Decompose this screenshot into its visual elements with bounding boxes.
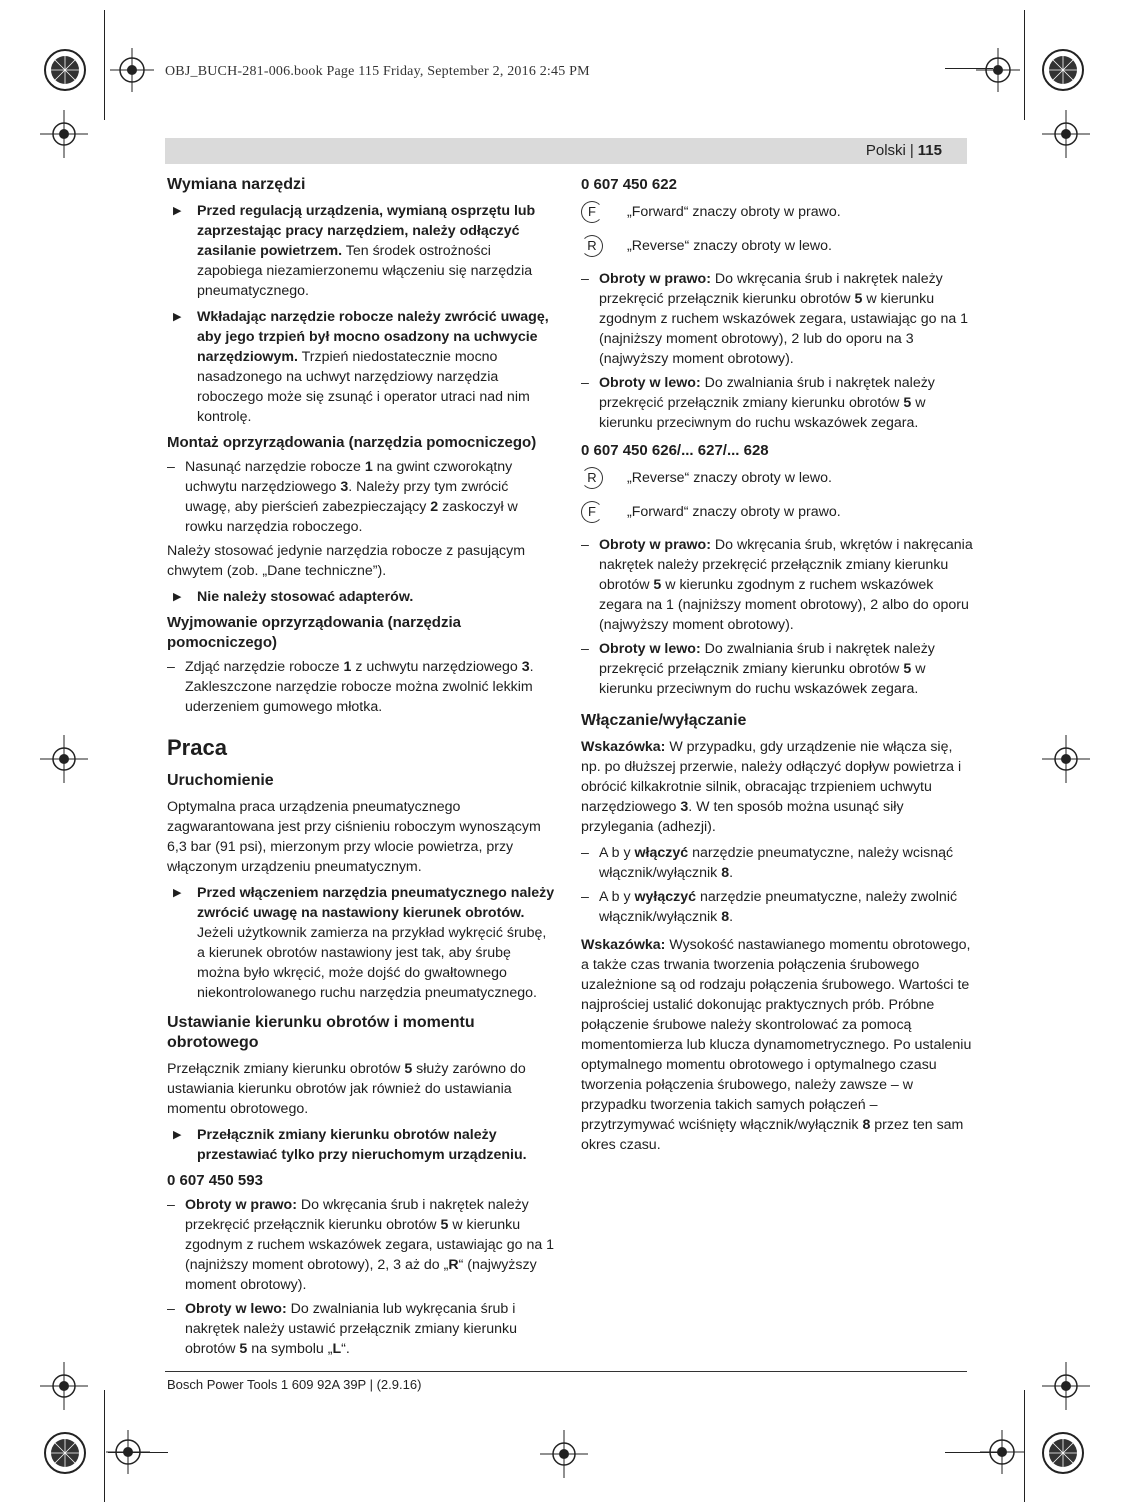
page-number-value: 115: [917, 142, 942, 159]
registration-target-icon: [1038, 45, 1088, 95]
crosshair-icon: [40, 110, 88, 158]
paragraph: Przełącznik zmiany kierunku obrotów 5 służy zarówno do ustawiania kierunku obrotów jak również do ustawiania momentu obrotowego.: [167, 1061, 526, 1117]
section-heading: Uruchomienie: [167, 772, 274, 789]
paragraph: Wskazówka: W przypadku, gdy urządzenie nie włącza się, np. po dłuższej przerwie, należy odłączyć dopływ powietrza i obrócić kilkakrotnie silnik, obracając trzpieniem uchwytu narzędziowego 3. W ten sposób można usunąć siły przylegania (adhezji).: [581, 739, 962, 835]
forward-symbol-icon: F: [581, 501, 603, 523]
crosshair-icon: [1042, 110, 1090, 158]
legend-row: R „Reverse“ znaczy obroty w lewo.: [581, 467, 973, 489]
forward-symbol-icon: F: [581, 201, 603, 223]
list-item: – Obroty w lewo: Do zwalniania śrub i nakrętek należy przekręcić przełącznik zmiany kierunku obrotów 5 w kierunku przeciwnym do ruchu wskazówek zegara.: [581, 641, 935, 697]
list-item: – Obroty w lewo: Do zwalniania śrub i nakrętek należy przekręcić przełącznik zmiany kierunku obrotów 5 w kierunku przeciwnym do ruchu wskazówek zegara.: [581, 375, 935, 431]
subsection-heading: Wyjmowanie oprzyrządowania (narzędzia pomocniczego): [167, 614, 461, 651]
warning-item: ▶ Nie należy stosować adapterów.: [167, 587, 557, 607]
warning-item: ▶ Przed regulacją urządzenia, wymianą osprzętu lub zaprzestając pracy narzędziem, należy odłączyć zasilanie powietrzem. Ten środek ostrożności zapobiega niezamierzonemu włączeniu się narzędzia pneumatycznego.: [167, 201, 557, 301]
left-column: [167, 175, 557, 1363]
chapter-heading: Praca: [167, 735, 227, 760]
crosshair-icon: [1042, 735, 1090, 783]
right-column: [581, 175, 973, 1161]
reverse-symbol-icon: R: [581, 467, 603, 489]
crosshair-icon: [40, 735, 88, 783]
list-item: – Obroty w prawo: Do wkręcania śrub i nakrętek należy przekręcić przełącznik kierunku obrotów 5 w kierunku zgodnym z ruchem wskazówek zegara, ustawiając go na 1 (najniższy moment obrotowy), 2, 3 aż do „R“ (najwyższy moment obrotowy).: [167, 1197, 555, 1293]
list-item: – Obroty w prawo: Do wkręcania śrub i nakrętek należy przekręcić przełącznik kierunku obrotów 5 w kierunku zgodnym z ruchem wskazówek zegara, ustawiając go na 1 (najniższy moment obrotowy), 2 lub do oporu na 3 (najwyższy moment obrotowy).: [581, 271, 969, 367]
list-item: – A b y wyłączyć narzędzie pneumatyczne, należy zwolnić włącznik/wyłącznik 8.: [581, 889, 958, 925]
footer-rule: [165, 1371, 967, 1372]
paragraph: Wskazówka: Wysokość nastawianego momentu obrotowego, a także czas trwania tworzenia połączenia śrubowego uzależnione są od rodzaju połączenia śrubowego. Wartości te najprościej ustalić dokonując praktycznych prób. Próbne połączenie śrubowe należy skontrolować za pomocą momentomierza lub klucza dynamometrycznego. Po ustaleniu optymalnego momentu obrotowego i optymalnego czasu tworzenia połączenia śrubowego, należy zawsze – w przypadku tworzenia takich samych połączeń – przytrzymywać wciśnięty włącznik/wyłącznik 8 przez ten sam okres czasu.: [581, 937, 972, 1153]
model-heading: 0 607 450 593: [167, 1172, 263, 1189]
section-heading: Ustawianie kierunku obrotów i momentu obrotowego: [167, 1014, 475, 1051]
registration-target-icon: [40, 45, 90, 95]
list-item: – Obroty w prawo: Do wkręcania śrub, wkrętów i nakręcania nakrętek należy przekręcić przełącznik zmiany kierunku obrotów 5 w kierunku zgodnym z ruchem wskazówek zegara na 1 (najniższy moment obrotowy), 2 albo do oporu (najwyższy moment obrotowy).: [581, 537, 973, 633]
model-heading: 0 607 450 626/... 627/... 628: [581, 442, 769, 459]
legend-row: F „Forward“ znaczy obroty w prawo.: [581, 501, 973, 523]
crop-mark: [104, 1390, 105, 1502]
crosshair-icon: [980, 1430, 1024, 1474]
list-item: – A b y włączyć narzędzie pneumatyczne, należy wcisnąć włącznik/wyłącznik 8.: [581, 845, 954, 881]
legend-row: F „Forward“ znaczy obroty w prawo.: [581, 201, 973, 223]
registration-target-icon: [40, 1428, 90, 1478]
section-heading: Wymiana narzędzi: [167, 176, 306, 193]
model-heading: 0 607 450 622: [581, 176, 677, 193]
registration-target-icon: [1038, 1428, 1088, 1478]
crosshair-icon: [106, 1430, 150, 1474]
list-item: – Obroty w lewo: Do zwalniania lub wykręcania śrub i nakrętek należy ustawić przełącznik zmiany kierunku obrotów 5 na symbolu „L“.: [167, 1301, 517, 1357]
list-item: – Zdjąć narzędzie robocze 1 z uchwytu narzędziowego 3. Zakleszczone narzędzie robocze można zwolnić lekkim uderzeniem gumowego młotka.: [167, 659, 534, 715]
reverse-symbol-icon: R: [581, 235, 603, 257]
list-item: – Nasunąć narzędzie robocze 1 na gwint czworokątny uchwytu narzędziowego 3. Należy przy tym zwrócić uwagę, aby pierścień zabezpieczający 2 zaskoczył w rowku narzędzia roboczego.: [167, 459, 518, 535]
page-language: Polski: [865, 142, 906, 159]
page-footer: Bosch Power Tools 1 609 92A 39P | (2.9.16): [167, 1377, 422, 1392]
subsection-heading: Montaż oprzyrządowania (narzędzia pomocniczego): [167, 434, 537, 451]
page-header-bar: [165, 138, 967, 164]
section-heading: Włączanie/wyłączanie: [581, 712, 747, 729]
crop-mark: [104, 10, 105, 120]
paragraph: Należy stosować jedynie narzędzia robocze z pasującym chwytem (zob. „Dane techniczne”).: [167, 543, 526, 579]
warning-item: ▶ Przed włączeniem narzędzia pneumatycznego należy zwrócić uwagę na nastawiony kierunek obrotów. Jeżeli użytkownik zamierza na przykład wykręcić śrubę, a kierunek obrotów nastawiony jest tak, aby śrubę można było wkręcić, może dojść do gwałtownego niekontrolowanego ruchu narzędzia pneumatycznego.: [167, 883, 557, 1003]
warning-item: ▶ Przełącznik zmiany kierunku obrotów należy przestawiać tylko przy nieruchomym urządzeniu.: [167, 1125, 557, 1165]
print-header: OBJ_BUCH-281-006.book Page 115 Friday, September 2, 2016 2:45 PM: [165, 64, 590, 79]
crop-mark: [1024, 1390, 1025, 1502]
paragraph: Optymalna praca urządzenia pneumatycznego zagwarantowana jest przy ciśnieniu roboczym wynoszącym 6,3 bar (91 psi), mierzonym przy wlocie powietrza, przy włączonym urządzeniu pneumatycznym.: [167, 799, 541, 875]
crosshair-icon: [110, 48, 154, 92]
page-number: Polski | 115: [865, 142, 942, 159]
legend-row: R „Reverse“ znaczy obroty w lewo.: [581, 235, 973, 257]
crosshair-icon: [1042, 1362, 1090, 1410]
crosshair-icon: [40, 1362, 88, 1410]
crosshair-icon: [540, 1430, 588, 1478]
crosshair-icon: [976, 48, 1020, 92]
crop-mark: [1024, 10, 1025, 120]
warning-item: ▶ Wkładając narzędzie robocze należy zwrócić uwagę, aby jego trzpień był mocno osadzony na uchwycie narzędziowym. Trzpień niedostatecznie mocno nasadzonego na uchwyt narzędziowy narzędzia roboczego może się zsunąć i operator utraci nad nim kontrolę.: [167, 307, 557, 427]
